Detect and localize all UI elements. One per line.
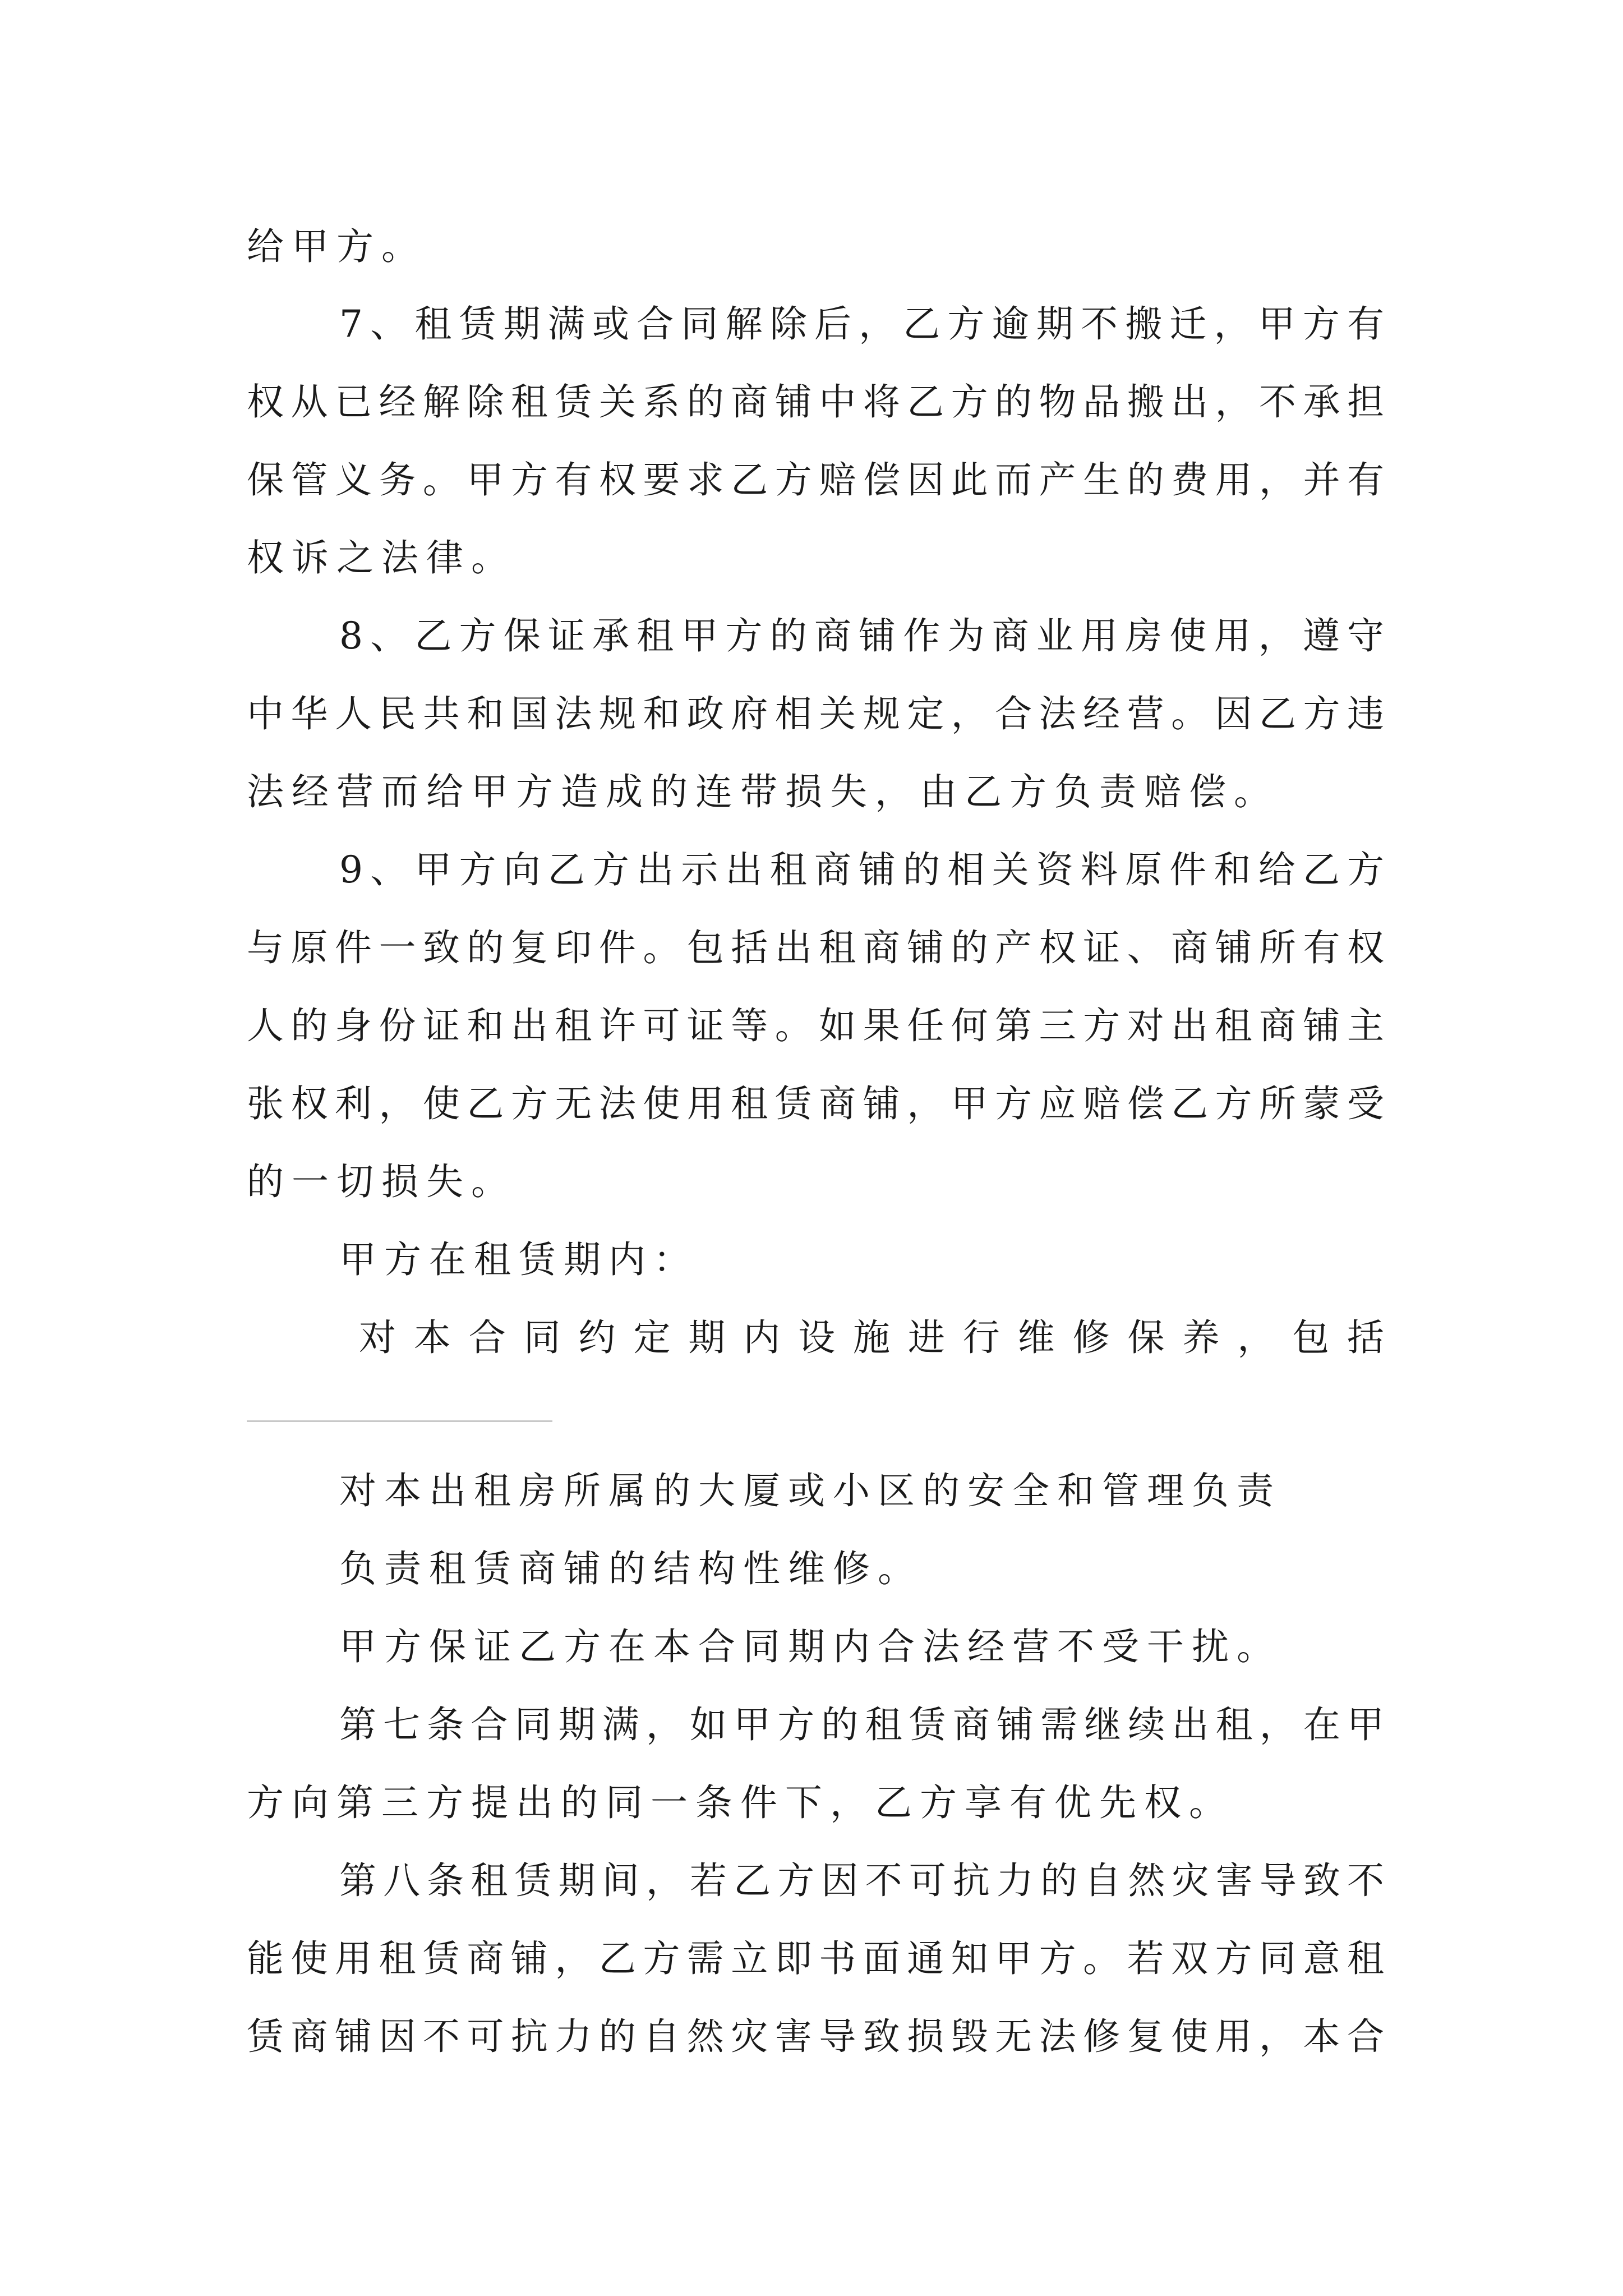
paragraph-line: 8、乙方保证承租甲方的商铺作为商业用房使用，遵守 <box>339 614 1384 657</box>
paragraph-line: 人的身份证和出租许可证等。如果任何第三方对出租商铺主 <box>247 1004 1384 1047</box>
paragraph-line: 保管义务。甲方有权要求乙方赔偿因此而产生的费用，并有 <box>247 458 1384 501</box>
paragraph-line: 对本合同约定期内设施进行维修保养，包括 <box>359 1316 1384 1359</box>
paragraph-line: 7、租赁期满或合同解除后，乙方逾期不搬迁，甲方有 <box>339 302 1384 346</box>
paragraph-line: 能使用租赁商铺，乙方需立即书面通知甲方。若双方同意租 <box>247 1937 1384 1980</box>
paragraph-line: 权诉之法律。 <box>247 536 516 579</box>
paragraph-line: 第七条合同期满，如甲方的租赁商铺需继续出租，在甲 <box>339 1703 1384 1746</box>
paragraph-line: 的一切损失。 <box>247 1160 516 1203</box>
paragraph-line: 给甲方。 <box>247 225 426 268</box>
paragraph-line: 9、甲方向乙方出示出租商铺的相关资料原件和给乙方 <box>339 848 1384 891</box>
paragraph-line: 甲方保证乙方在本合同期内合法经营不受干扰。 <box>339 1625 1281 1668</box>
paragraph-line: 对本出租房所属的大厦或小区的安全和管理负责 <box>339 1469 1281 1512</box>
paragraph-line: 方向第三方提出的同一条件下，乙方享有优先权。 <box>247 1781 1234 1824</box>
paragraph-line: 权从已经解除租赁关系的商铺中将乙方的物品搬出，不承担 <box>247 380 1384 424</box>
paragraph-line: 与原件一致的复印件。包括出租商铺的产权证、商铺所有权 <box>247 926 1384 969</box>
paragraph-line: 赁商铺因不可抗力的自然灾害导致损毁无法修复使用，本合 <box>247 2015 1384 2058</box>
paragraph-line: 负责租赁商铺的结构性维修。 <box>339 1547 923 1590</box>
paragraph-line: 中华人民共和国法规和政府相关规定，合法经营。因乙方违 <box>247 692 1384 735</box>
paragraph-line: 张权利，使乙方无法使用租赁商铺，甲方应赔偿乙方所蒙受 <box>247 1082 1384 1125</box>
footnote-separator <box>247 1420 552 1422</box>
paragraph-line: 法经营而给甲方造成的连带损失，由乙方负责赔偿。 <box>247 770 1279 813</box>
paragraph-line: 第八条租赁期间，若乙方因不可抗力的自然灾害导致不 <box>339 1859 1384 1902</box>
paragraph-line: 甲方在租赁期内： <box>339 1238 698 1281</box>
